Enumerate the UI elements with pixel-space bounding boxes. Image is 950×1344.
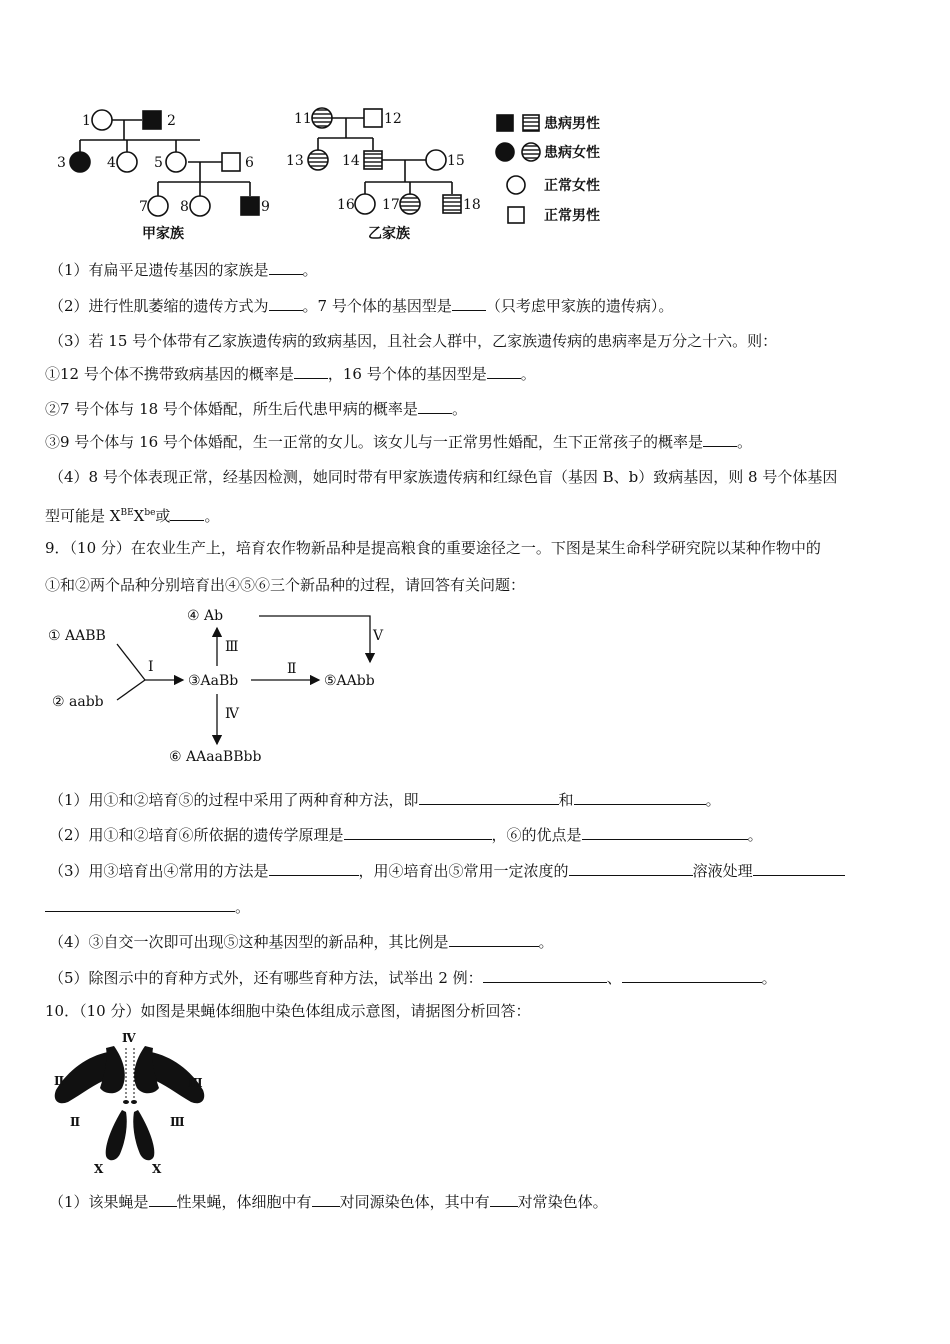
q10-heading: 10．（10 分）如图是果蝇体细胞中染色体组成示意图，请据图分析回答： [45,1002,531,1020]
q10-p1b-text: 性果蝇，体细胞中有 [176,1193,312,1211]
diagram-node-5: ⑤AAbb [324,673,375,689]
answer-blank[interactable] [487,364,521,379]
pedigree-figure [50,100,620,245]
q9-p2b-text: ，⑥的优点是 [491,826,582,844]
chromosome-label: Ⅲ [170,1115,185,1129]
period: 。 [235,898,251,916]
q8-p3-2-text: ②7 号个体与 18 号个体婚配，所生后代患甲病的概率是 [45,400,418,418]
q8-item-3-2 [45,399,467,419]
period: 。 [705,791,721,809]
pedigree-number: 16 [337,197,355,213]
q8-p3-text: （3）若 15 号个体带有乙家族遗传病的致病基因，且社会人群中，乙家族遗传病的患病率是万分之十六。则： [49,332,778,350]
q9-heading-cont: ①和②两个品种分别培育出④⑤⑥三个新品种的过程，请回答有关问题： [45,576,526,594]
q8-item-3 [49,331,777,351]
period: 。 [204,507,220,525]
q8-p4a-text: （4）8 号个体表现正常，经基因检测，她同时带有甲家族遗传病和红绿色盲（基因 B、b）致病基因，则 8 号个体基因 [49,468,838,486]
period: 。 [538,933,554,951]
q10-p1c-text: 对同源染色体，其中有 [339,1193,490,1211]
chromosome-figure [48,1030,213,1178]
period: 。 [451,400,467,418]
q10-p1d-text: 对常染色体。 [517,1193,608,1211]
q9-item-3 [49,861,845,881]
q8-p2c-text: （只考虑甲家族的遗传病）。 [485,297,674,315]
q8-p1-text: （1）有扁平足遗传基因的家族是 [49,261,269,279]
chromosome-label: Ⅱ [54,1074,65,1088]
answer-blank[interactable] [344,825,492,840]
q9-item-5 [49,968,777,988]
answer-blank[interactable] [452,296,486,311]
answer-blank[interactable] [269,260,303,275]
q8-p3-3-text: ③9 号个体与 16 号个体婚配，生一正常的女儿。该女儿与一正常男性婚配，生下正常孩子的概率是 [45,433,703,451]
answer-blank[interactable] [483,968,607,983]
answer-blank[interactable] [622,968,762,983]
pedigree-number: 2 [167,113,176,129]
q10-item-1 [49,1192,608,1212]
pedigree-number: 1 [82,113,91,129]
answer-blank[interactable] [269,861,359,876]
answer-blank[interactable] [45,897,235,912]
period: 。 [761,969,777,987]
pedigree-number: 3 [57,155,66,171]
step-label: Ⅰ [148,659,154,675]
q8-p2a-text: （2）进行性肌萎缩的遗传方式为 [49,297,269,315]
legend-label: 正常女性 [544,178,600,194]
q9-heading: 9．（10 分）在农业生产上，培育农作物新品种是提高粮食的重要途径之一。下图是某生命科学研究院以某种作物中的 [45,539,821,557]
answer-blank[interactable] [569,861,693,876]
pedigree-number: 18 [463,197,481,213]
q9-p3b-text: ，用④培育出⑤常用一定浓度的 [358,862,569,880]
answer-blank[interactable] [170,506,204,521]
q9-p5b-text: 、 [606,969,622,987]
q10-heading-line [45,1001,530,1021]
q8-item-4 [49,467,837,487]
answer-blank[interactable] [574,790,706,805]
chromosome-label: Ⅱ [70,1115,81,1129]
pedigree-number: 9 [261,199,270,215]
q10-p1a-text: （1）该果蝇是 [49,1193,149,1211]
answer-blank[interactable] [269,296,303,311]
q9-p2a-text: （2）用①和②培育⑥所依据的遗传学原理是 [49,826,344,844]
period: 。 [736,433,752,451]
diagram-node-4: ④ Ab [187,608,224,624]
pedigree-number: 14 [342,153,360,169]
step-label: Ⅴ [373,628,384,644]
q9-item-3-cont [45,897,250,917]
diagram-node-3: ③AaBb [188,673,239,689]
pedigree-number: 15 [447,153,465,169]
legend-label: 患病女性 [544,145,600,161]
answer-blank[interactable] [149,1192,177,1207]
q9-heading-line-1 [45,538,821,558]
superscript: BE [120,508,134,518]
superscript: be [144,508,156,518]
step-label: Ⅲ [225,639,239,655]
diagram-node-6: ⑥ AAaaBBbb [169,749,262,765]
q8-p3-1a-text: ①12 号个体不携带致病基因的概率是 [45,365,294,383]
chromosome-label: X [94,1162,104,1176]
q9-item-4 [49,932,554,952]
diagram-node-2: ② aabb [52,694,104,710]
q9-item-2 [49,825,763,845]
q9-item-1 [49,790,721,810]
answer-blank[interactable] [294,364,328,379]
q8-item-4-cont [45,503,219,526]
pedigree-number: 11 [294,111,312,127]
pedigree-number: 13 [286,153,304,169]
pedigree-number: 17 [382,197,400,213]
genotype-prefix: 型可能是 X [45,507,121,525]
breeding-diagram [45,600,405,780]
pedigree-number: 12 [384,111,402,127]
diagram-node-1: ① AABB [48,628,106,644]
chromosome-label: Ⅲ [188,1076,203,1090]
answer-blank[interactable] [419,790,559,805]
pedigree-number: 6 [245,155,254,171]
q9-p4-text: （4）③自交一次即可出现⑤这种基因型的新品种，其比例是 [49,933,449,951]
q9-p1b-text: 和 [558,791,574,809]
answer-blank[interactable] [312,1192,340,1207]
q8-p4b-post: 或 [155,507,171,525]
answer-blank[interactable] [490,1192,518,1207]
step-label: Ⅱ [287,661,297,677]
q9-p1a-text: （1）用①和②培育⑤的过程中采用了两种育种方法，即 [49,791,419,809]
pedigree-number: 7 [139,199,148,215]
family-a-label: 甲家族 [142,226,184,242]
chromosome-label: X [152,1162,162,1176]
family-b-label: 乙家族 [368,226,410,242]
pedigree-number: 5 [154,155,163,171]
legend-label: 患病男性 [544,116,600,132]
q9-p3a-text: （3）用③培育出④常用的方法是 [49,862,269,880]
pedigree-number: 8 [180,199,189,215]
genotype-x: X [133,507,145,525]
q8-item-3-3 [45,432,752,452]
step-label: Ⅳ [225,706,239,722]
answer-blank[interactable] [582,825,748,840]
answer-blank[interactable] [753,861,845,876]
q8-item-1 [49,260,318,280]
q8-item-2 [49,296,673,316]
pedigree-number: 4 [107,155,116,171]
q9-p5a-text: （5）除图示中的育种方式外，还有哪些育种方法，试举出 2 例： [49,969,483,987]
q8-p2b-text: 。7 号个体的基因型是 [302,297,452,315]
answer-blank[interactable] [449,932,539,947]
q8-p3-1b-text: ，16 号个体的基因型是 [327,365,487,383]
answer-blank[interactable] [703,432,737,447]
legend-label: 正常男性 [544,208,600,224]
period: 。 [747,826,763,844]
answer-blank[interactable] [418,399,452,414]
q9-p3c-text: 溶液处理 [692,862,753,880]
chromosome-label: Ⅳ [122,1031,136,1045]
q9-heading-line-2 [45,575,525,595]
period: 。 [520,365,536,383]
q8-item-3-1 [45,364,536,384]
period: 。 [302,261,318,279]
